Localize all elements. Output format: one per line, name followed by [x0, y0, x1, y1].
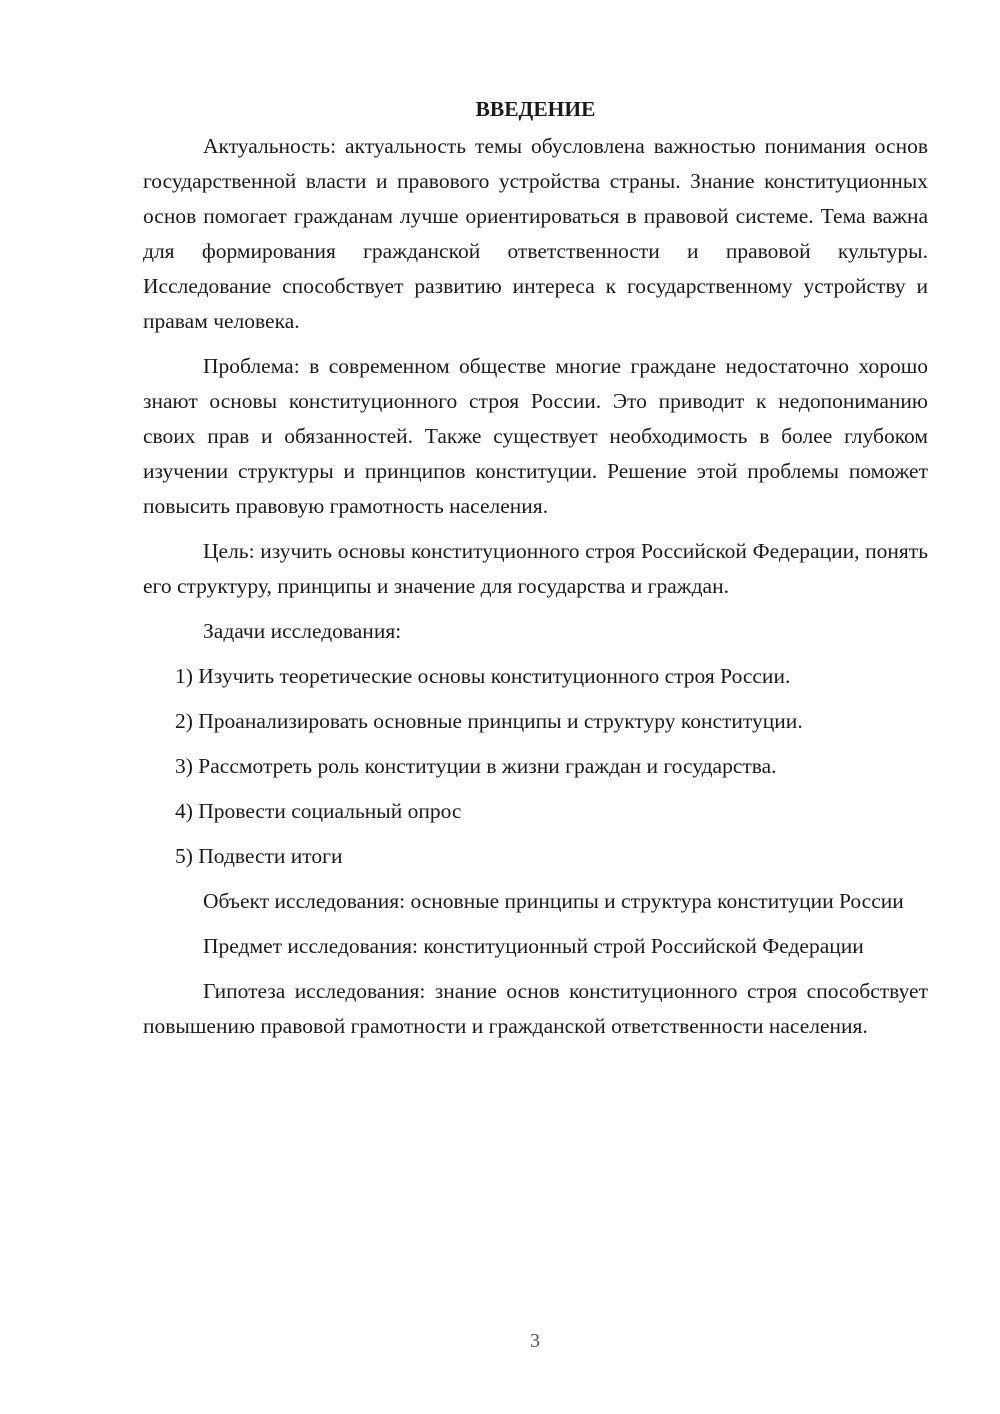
task-item: 3) Рассмотреть роль конституции в жизни граждан и государства.: [175, 754, 777, 778]
task-item: 4) Провести социальный опрос: [175, 799, 462, 823]
task-item: 1) Изучить теоретические основы конституционного строя России.: [175, 664, 791, 688]
task-item: 2) Проанализировать основные принципы и структуру конституции.: [175, 709, 803, 733]
goal-paragraph: Цель: изучить основы конституционного строя Российской Федерации, понять его структуру, принципы и значение для государства и граждан.: [143, 539, 928, 598]
page-number: 3: [530, 1330, 540, 1352]
object-paragraph: Объект исследования: основные принципы и структура конституции России: [203, 889, 904, 913]
hypothesis-paragraph: Гипотеза исследования: знание основ конституционного строя способствует повышению правовой грамотности и гражданской ответственности населения.: [143, 979, 928, 1038]
tasks-heading: Задачи исследования:: [203, 619, 402, 643]
subject-paragraph: Предмет исследования: конституционный строй Российской Федерации: [203, 934, 864, 958]
relevance-paragraph: Актуальность: актуальность темы обусловлена важностью понимания основ государственной власти и правового устройства страны. Знание конституционных основ помогает гражданам лучше ориентироваться в правовой системе. Тема важна для формирования гражданской ответственности и правовой культуры. Исследование способствует развитию интереса к государственному устройству и правам человека.: [143, 134, 928, 333]
tasks-list: [143, 659, 928, 874]
task-item: 5) Подвести итоги: [175, 844, 343, 868]
problem-paragraph: Проблема: в современном обществе многие граждане недостаточно хорошо знают основы конституционного строя России. Это приводит к недопониманию своих прав и обязанностей. Также существует необходимость в более глубоком изучении структуры и принципов конституции. Решение этой проблемы поможет повысить правовую грамотность населения.: [143, 354, 928, 518]
document-page: [143, 92, 928, 1054]
page-title: ВВЕДЕНИЕ: [475, 97, 596, 121]
